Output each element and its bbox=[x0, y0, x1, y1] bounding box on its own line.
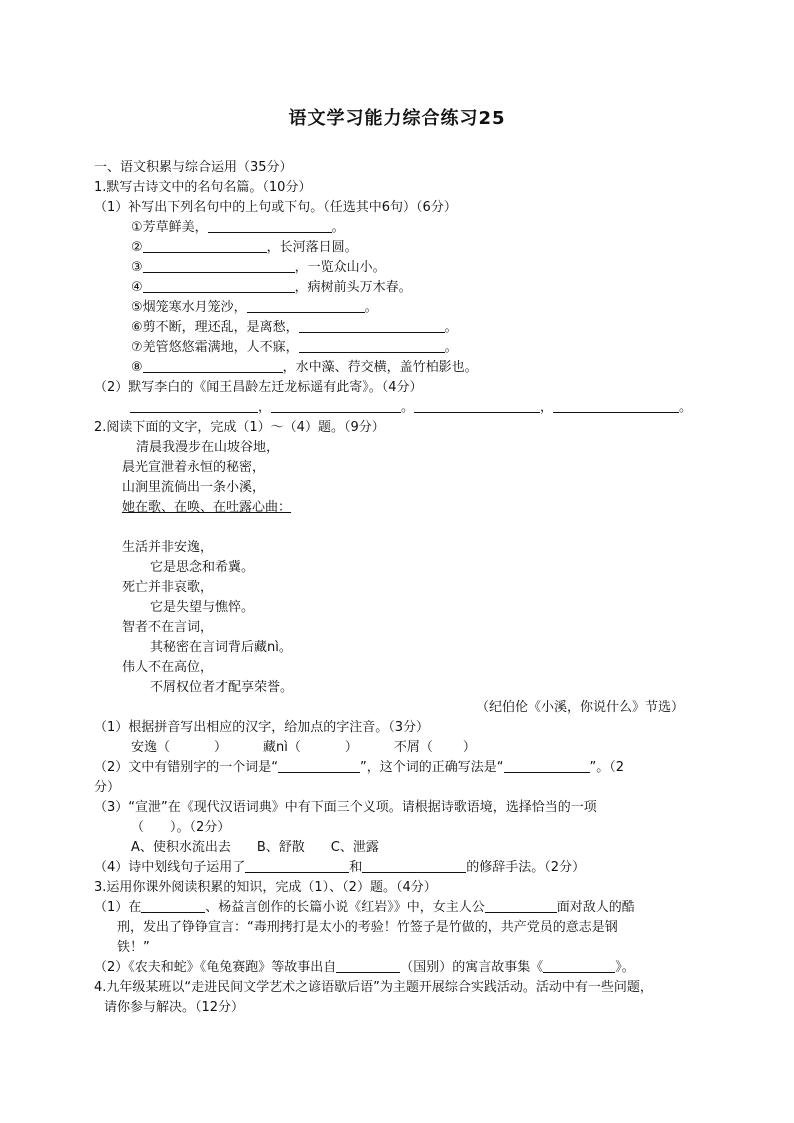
q1-item-5: ⑤烟笼寒水月笼沙， 。 bbox=[131, 300, 378, 315]
answer-blank[interactable] bbox=[504, 758, 590, 773]
poem-line: 清晨我漫步在山坡谷地， bbox=[136, 440, 280, 455]
poem-line-underlined: 她在歌、在唤、在吐露心曲： bbox=[122, 500, 292, 515]
q3-sub1-cont2: 铁！” bbox=[117, 940, 150, 955]
q2-stem: 2.阅读下面的文字，完成（1）～（4）题。（9分） bbox=[94, 420, 385, 435]
answer-blank[interactable] bbox=[143, 358, 283, 373]
q1-item-1: ①芳草鲜美， 。 bbox=[131, 220, 345, 235]
q4-stem-cont: 请你参与解决。（12分） bbox=[104, 1000, 245, 1015]
q2-sub3-paren: （ ）。（2分） bbox=[131, 820, 231, 835]
q1-sub2: （2）默写李白的《闻王昌龄左迁龙标遥有此寄》。（4分） bbox=[94, 380, 423, 395]
q3-sub1: （1）在 、杨益言创作的长篇小说《红岩》》中，女主人公 面对敌人的酷 bbox=[94, 900, 635, 915]
poem-line: 其秘密在言词背后藏nì。 bbox=[150, 640, 292, 655]
poem-line: 它是失望与憔悴。 bbox=[150, 600, 255, 615]
q2-sub2: （2）文中有错别字的一个词是“ ”，这个词的正确写法是“ ”。（2 bbox=[94, 760, 625, 775]
q3-sub1-cont: 刑，发出了铮铮宣言：“毒刑拷打是太小的考验！竹签子是竹做的，共产党员的意志是钢 bbox=[117, 920, 618, 935]
q4-stem: 4.九年级某班以“走进民间文学艺术之谚语歇后语”为主题开展综合实践活动。活动中有一些问题， bbox=[94, 980, 653, 995]
poem-line: 不屑权位者才配享荣誉。 bbox=[150, 680, 294, 695]
q2-sub4: （4）诗中划线句子运用了 和 的修辞手法。（2分） bbox=[94, 860, 586, 875]
answer-blank[interactable] bbox=[143, 278, 295, 293]
poem-line: 伟人不在高位， bbox=[122, 660, 214, 675]
q1-poem-blanks: ， 。 ， 。 bbox=[130, 398, 692, 418]
q2-sub1: （1）根据拼音写出相应的汉字，给加点的字注音。（3分） bbox=[94, 720, 430, 735]
answer-blank[interactable] bbox=[414, 398, 540, 413]
poem-line: 智者不在言词， bbox=[122, 620, 214, 635]
answer-blank[interactable] bbox=[143, 258, 295, 273]
q2-sub1-items: 安逸（ ） 藏nì（ ） 不屑（ ） bbox=[131, 740, 476, 755]
poem-line: 它是思念和希冀。 bbox=[150, 560, 255, 575]
answer-blank[interactable] bbox=[543, 958, 615, 973]
answer-blank[interactable] bbox=[485, 898, 557, 913]
q1-item-2: ② ，长河落日圆。 bbox=[131, 240, 358, 255]
q2-sub3: （3）“宣泄”在《现代汉语词典》中有下面三个义项。请根据诗歌语境，选择恰当的一项 bbox=[94, 800, 597, 815]
answer-blank[interactable] bbox=[143, 238, 267, 253]
poem-line: 死亡并非哀歌， bbox=[122, 580, 214, 595]
answer-blank[interactable] bbox=[208, 218, 332, 233]
q1-item-3: ③ ，一览众山小。 bbox=[131, 260, 386, 275]
poem-line: 晨光宣泄着永恒的秘密， bbox=[122, 460, 266, 475]
q1-sub1: （1）补写出下列名句中的上句或下句。（任选其中6句）（6分） bbox=[94, 200, 457, 215]
page-title: 语文学习能力综合练习25 bbox=[288, 108, 506, 129]
q1-item-4: ④ ，病树前头万木春。 bbox=[131, 280, 412, 295]
answer-blank[interactable] bbox=[141, 898, 205, 913]
answer-blank[interactable] bbox=[130, 398, 258, 413]
answer-blank[interactable] bbox=[247, 298, 365, 313]
q1-item-7: ⑦羌管悠悠霜满地，人不寐， 。 bbox=[131, 340, 458, 355]
q2-sub2-cont: 分） bbox=[94, 780, 121, 795]
section-heading: 一、语文积累与综合运用（35分） bbox=[94, 160, 293, 175]
poem-line: 山涧里流倘出一条小溪， bbox=[122, 480, 266, 495]
answer-blank[interactable] bbox=[278, 758, 360, 773]
poem-line: 生活并非安逸， bbox=[122, 540, 214, 555]
q3-stem: 3.运用你课外阅读积累的知识，完成（1）、（2）题。（4分） bbox=[94, 880, 437, 895]
q3-sub2: （2）《农夫和蛇》《龟兔赛跑》等故事出自 （国别）的寓言故事集《 》。 bbox=[94, 960, 635, 975]
answer-blank[interactable] bbox=[553, 398, 679, 413]
q1-item-8: ⑧ ，水中藻、荇交横，盖竹柏影也。 bbox=[131, 360, 478, 375]
answer-blank[interactable] bbox=[299, 338, 445, 353]
poem-source: （纪伯伦《小溪，你说什么》节选） bbox=[476, 700, 685, 715]
q1-stem: 1.默写古诗文中的名句名篇。（10分） bbox=[94, 180, 312, 195]
answer-blank[interactable] bbox=[299, 318, 445, 333]
answer-blank[interactable] bbox=[336, 958, 400, 973]
q1-item-6: ⑥剪不断，理还乱，是离愁， 。 bbox=[131, 320, 458, 335]
answer-blank[interactable] bbox=[271, 398, 401, 413]
q2-sub3-options: A、使积水流出去 B、舒散 C、泄露 bbox=[131, 840, 379, 855]
answer-blank[interactable] bbox=[362, 858, 466, 873]
answer-blank[interactable] bbox=[245, 858, 349, 873]
